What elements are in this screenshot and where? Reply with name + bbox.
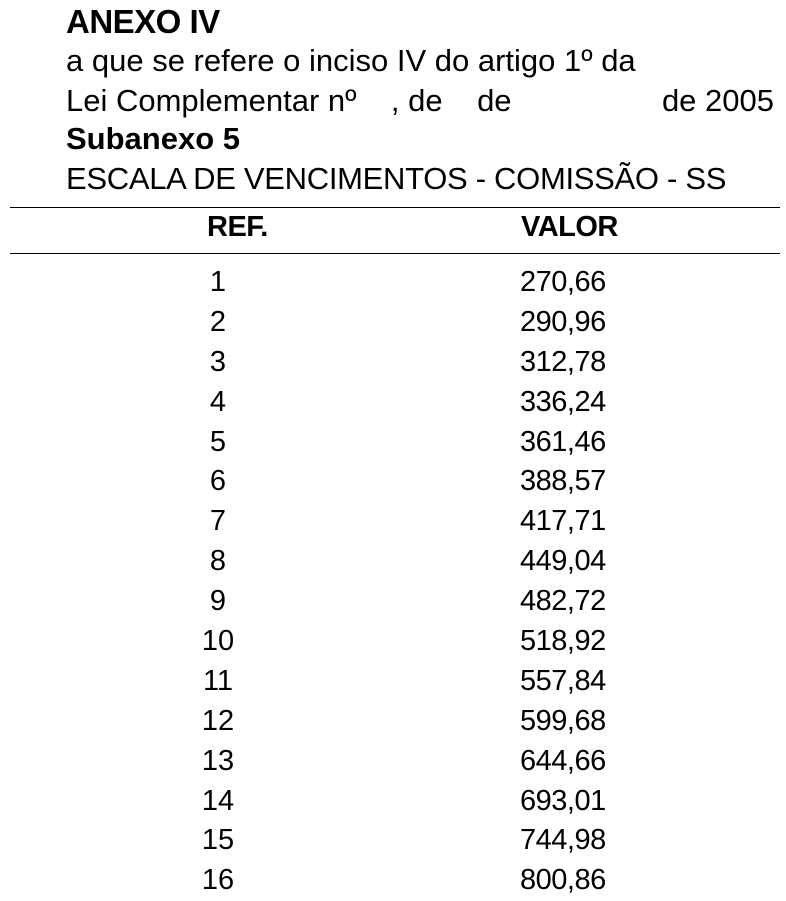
table-row: [0, 502, 786, 542]
ref-cell: 16: [201, 864, 235, 897]
annex-title: ANEXO IV: [66, 3, 220, 40]
table-row: [0, 861, 786, 901]
table-row: [0, 622, 786, 662]
table-row: [0, 702, 786, 742]
scale-title: ESCALA DE VENCIMENTOS - COMISSÃO - SS: [66, 161, 727, 196]
table-row: [0, 383, 786, 423]
valor-cell: 312,78: [520, 345, 606, 378]
ref-cell: 7: [209, 505, 227, 538]
table-row: [0, 662, 786, 702]
ref-cell: 12: [201, 704, 235, 737]
table-row: [0, 423, 786, 463]
ref-cell: 6: [209, 465, 227, 498]
valor-cell: 599,68: [520, 704, 606, 737]
reference-line: a que se refere o inciso IV do artigo 1º da: [66, 43, 636, 78]
ref-cell: 10: [201, 625, 235, 658]
table-row: [0, 462, 786, 502]
ref-cell: 14: [201, 784, 235, 817]
valor-cell: 800,86: [520, 864, 606, 897]
table-row: [0, 542, 786, 582]
valor-cell: 744,98: [520, 824, 606, 857]
valor-cell: 290,96: [520, 305, 606, 338]
table-row: [0, 742, 786, 782]
table-top-rule: [10, 207, 780, 208]
column-header-valor: VALOR: [521, 211, 618, 243]
table-row: [0, 821, 786, 861]
valor-cell: 693,01: [520, 784, 606, 817]
subanexo-title: Subanexo 5: [66, 121, 240, 156]
valor-cell: 361,46: [520, 425, 606, 458]
valor-cell: 388,57: [520, 465, 606, 498]
ref-cell: 3: [209, 345, 227, 378]
table-body: [0, 263, 786, 901]
valor-cell: 417,71: [520, 505, 606, 538]
ref-cell: 8: [209, 545, 227, 578]
table-row: [0, 263, 786, 303]
ref-cell: 2: [209, 305, 227, 338]
valor-cell: 336,24: [520, 385, 606, 418]
column-header-ref: REF.: [207, 211, 268, 243]
ref-cell: 5: [209, 425, 227, 458]
table-row: [0, 582, 786, 622]
valor-cell: 449,04: [520, 545, 606, 578]
ref-cell: 1: [209, 266, 227, 298]
law-line-left: Lei Complementar nº , de de: [66, 83, 512, 118]
law-line-year: de 2005: [661, 83, 774, 118]
ref-cell: 9: [209, 585, 227, 618]
table-row: [0, 343, 786, 383]
table-row: [0, 303, 786, 343]
ref-cell: 4: [209, 385, 227, 418]
valor-cell: 518,92: [520, 625, 606, 658]
table-header-rule: [10, 253, 780, 254]
valor-cell: 644,66: [520, 744, 606, 777]
valor-cell: 557,84: [520, 664, 606, 697]
ref-cell: 11: [202, 664, 234, 697]
table-row: [0, 782, 786, 822]
valor-cell: 482,72: [520, 585, 606, 618]
ref-cell: 15: [201, 824, 235, 857]
law-line: [66, 85, 774, 116]
valor-cell: 270,66: [520, 266, 606, 298]
ref-cell: 13: [201, 744, 235, 777]
